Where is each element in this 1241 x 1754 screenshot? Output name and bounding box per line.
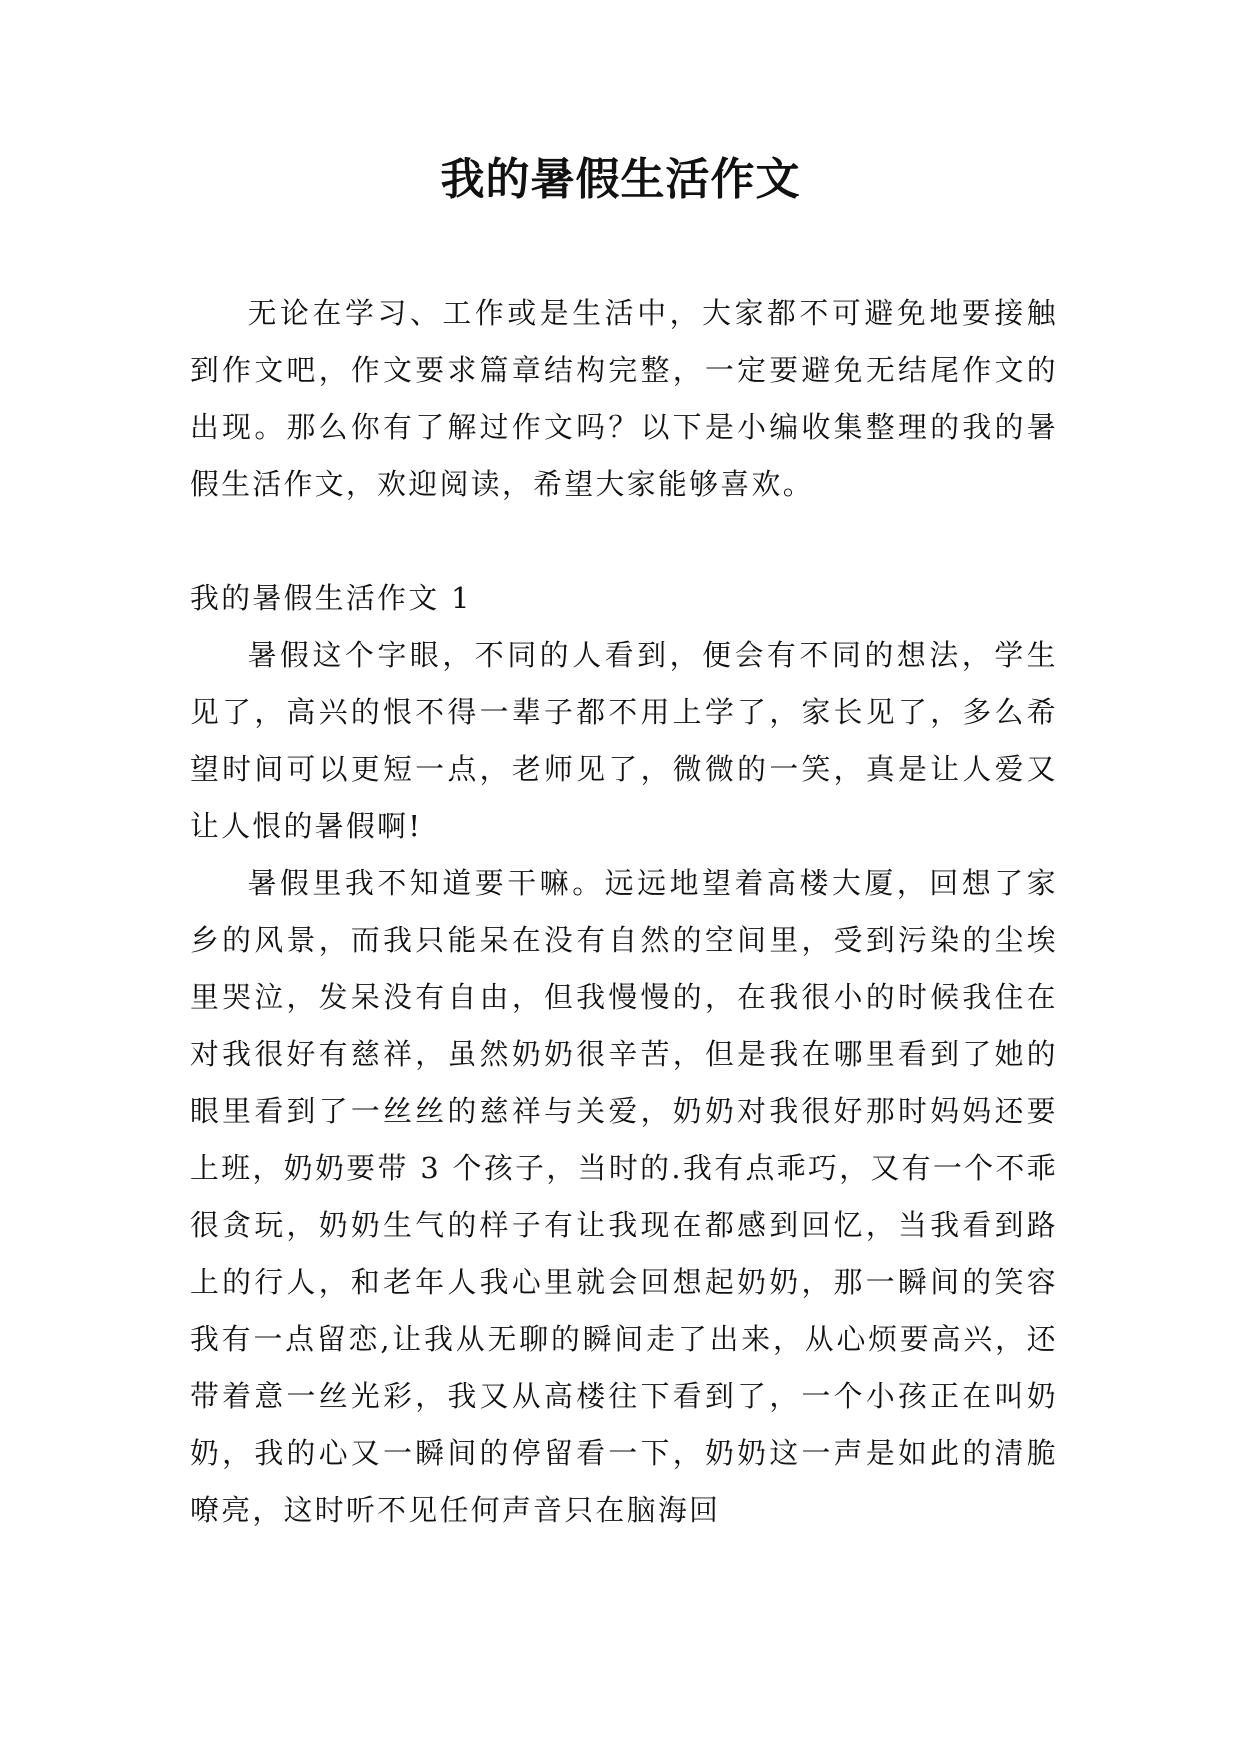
section-heading: 我的暑假生活作文 1 — [190, 581, 472, 615]
body-paragraph-1: 暑假这个字眼，不同的人看到，便会有不同的想法，学生见了，高兴的恨不得一辈子都不用上学了，家长见了，多么希望时间可以更短一点，老师见了，微微的一笑，真是让人爱又让人恨的暑假啊! — [190, 638, 1058, 843]
document-title: 我的暑假生活作文 — [440, 154, 801, 205]
document-body — [190, 285, 1058, 1539]
intro-paragraph: 无论在学习、工作或是生活中，大家都不可避免地要接触到作文吧，作文要求篇章结构完整，一定要避免无结尾作文的出现。那么你有了解过作文吗？以下是小编收集整理的我的暑假生活作文，欢迎阅读，希望大家能够喜欢。 — [190, 296, 1058, 501]
body-paragraph-2: 暑假里我不知道要干嘛。远远地望着高楼大厦，回想了家乡的风景，而我只能呆在没有自然的空间里，受到污染的尘埃里哭泣，发呆没有自由，但我慢慢的，在我很小的时候我住在对我很好有慈祥，虽然奶奶很辛苦，但是我在哪里看到了她的眼里看到了一丝丝的慈祥与关爱，奶奶对我很好那时妈妈还要上班，奶奶要带 3 个孩子，当时的.我有点乖巧，又有一个不乖很贪玩，奶奶生气的样子有让我现在都感到回忆，当我看到路上的行人，和老年人我心里就会回想起奶奶，那一瞬间的笑容我有一点留恋,让我从无聊的瞬间走了出来，从心烦要高兴，还带着意一丝光彩，我又从高楼往下看到了，一个小孩正在叫奶奶，我的心又一瞬间的停留看一下，奶奶这一声是如此的清脆嘹亮，这时听不见任何声音只在脑海回 — [190, 866, 1058, 1527]
